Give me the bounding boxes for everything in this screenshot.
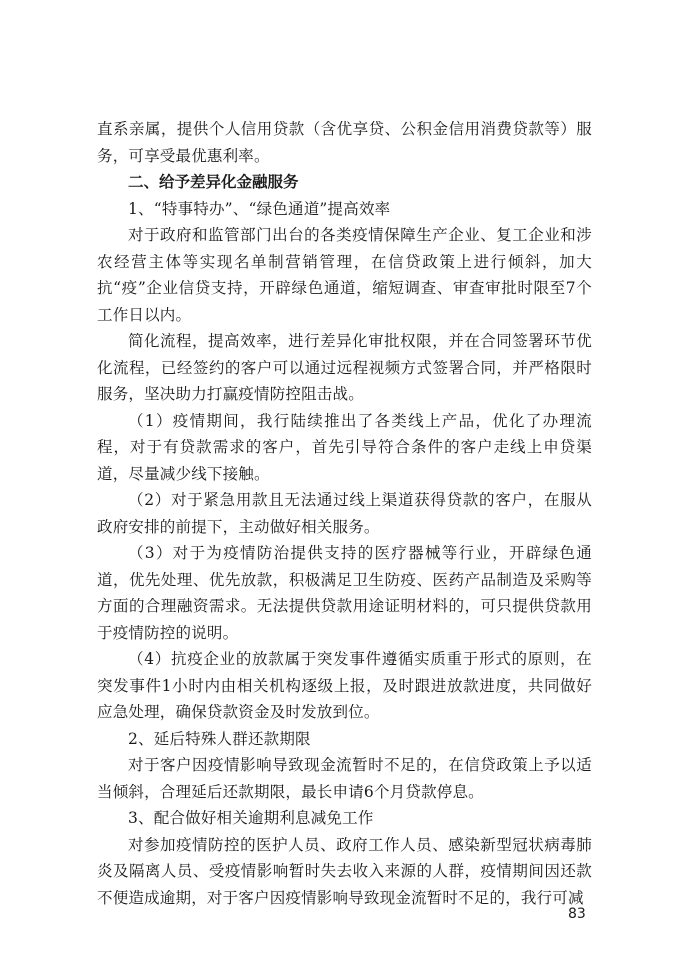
list-item-3: （3）对于为疫情防治提供支持的医疗器械等行业，开辟绿色通道，优先处理、优先放款，积极满足卫生防疫、医药产品制造及采购等方面的合理融资需求。无法提供贷款用途证明材料的，可只提供贷款用于疫情防控的说明。 [97, 544, 592, 642]
section-heading: 二、给予差异化金融服务 [128, 173, 299, 191]
list-item-2: （2）对于紧急用款且无法通过线上渠道获得贷款的客户，在服从政府安排的前提下，主动做好相关服务。 [97, 491, 592, 536]
paragraph-3: 简化流程，提高效率，进行差异化审批权限，并在合同签署环节优化流程，已经签约的客户可以通过远程视频方式签署合同，并严格限时服务，坚决助力打赢疫情防控阻击战。 [97, 332, 592, 403]
paragraph-1: 直系亲属，提供个人信用贷款（含优享贷、公积金信用消费贷款等）服务，可享受最优惠利率。 [97, 120, 592, 165]
paragraph-4: 对于客户因疫情影响导致现金流暂时不足的，在信贷政策上予以适当倾斜，合理延后还款期限，最长申请6个月贷款停息。 [97, 756, 592, 801]
subheading-3: 3、配合做好相关逾期利息减免工作 [128, 809, 374, 827]
subheading-1: 1、“特事特办”、“绿色通道”提高效率 [128, 199, 391, 218]
list-item-1: （1）疫情期间，我行陆续推出了各类线上产品，优化了办理流程，对于有贷款需求的客户，首先引导符合条件的客户走线上申贷渠道，尽量减少线下接触。 [97, 411, 592, 483]
subheading-2: 2、延后特殊人群还款期限 [128, 729, 311, 748]
document-body [97, 116, 592, 911]
page-number: 83 [568, 906, 586, 922]
list-item-4: （4）抗疫企业的放款属于突发事件遵循实质重于形式的原则，在突发事件1小时内由相关机构逐级上报，及时跟进放款进度，共同做好应急处理，确保贷款资金及时发放到位。 [97, 650, 592, 721]
paragraph-5: 对参加疫情防控的医护人员、政府工作人员、感染新型冠状病毒肺炎及隔离人员、受疫情影响暂时失去收入来源的人群，疫情期间因还款不便造成逾期，对于客户因疫情影响导致现金流暂时不足的，我行可减 [97, 835, 592, 907]
paragraph-2: 对于政府和监管部门出台的各类疫情保障生产企业、复工企业和涉农经营主体等实现名单制营销管理，在信贷政策上进行倾斜，加大抗“疫”企业信贷支持，开辟绿色通道，缩短调查、审查审批时限至7个工作日以内。 [97, 226, 592, 324]
